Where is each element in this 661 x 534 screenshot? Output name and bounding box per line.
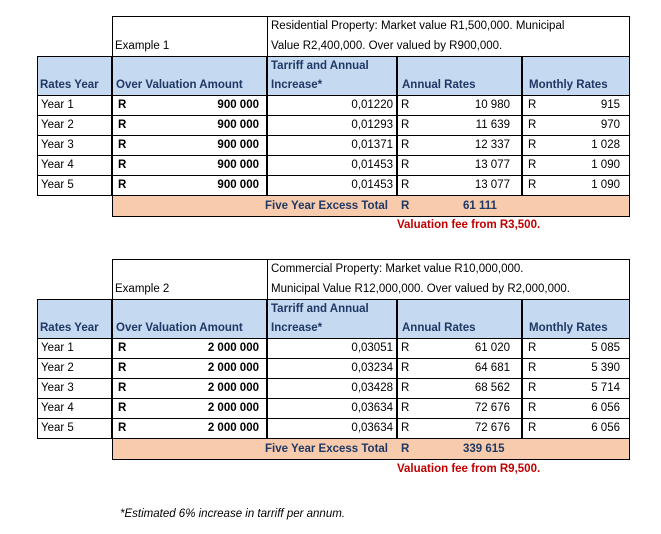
currency-symbol: R (401, 342, 410, 354)
currency-symbol: R (401, 382, 410, 394)
currency-symbol: R (528, 342, 537, 354)
row-over-valuation: 900 000 (217, 159, 259, 171)
header-over-valuation: Over Valuation Amount (116, 322, 243, 334)
row-over-valuation: 900 000 (217, 179, 259, 191)
example-label: Example 2 (115, 283, 170, 295)
row-year: Year 2 (37, 359, 112, 379)
row-annual-rates: 13 077 (474, 179, 510, 191)
row-over-valuation: 2 000 000 (207, 362, 259, 374)
row-annual-rates: 61 020 (474, 342, 510, 354)
row-year: Year 5 (37, 176, 112, 196)
description-line-2: Value R2,400,000. Over valued by R900,000. (267, 36, 630, 56)
total-currency: R (401, 200, 410, 212)
row-annual-rates: 10 980 (474, 99, 510, 111)
row-annual-rates: 11 639 (475, 119, 510, 131)
header-tariff-line2: Increase* (271, 79, 323, 91)
currency-symbol: R (118, 179, 127, 191)
header-rates-year: Rates Year (40, 322, 99, 334)
row-annual-rates: 72 676 (474, 422, 510, 434)
header-rates-year: Rates Year (40, 79, 99, 91)
row-tariff: 0,03234 (267, 359, 397, 379)
header-monthly-rates: Monthly Rates (529, 322, 608, 334)
row-tariff: 0,03428 (267, 379, 397, 399)
row-tariff: 0,01453 (267, 156, 397, 176)
currency-symbol: R (401, 99, 410, 111)
row-annual-rates: 72 676 (474, 402, 510, 414)
currency-symbol: R (118, 362, 127, 374)
currency-symbol: R (118, 139, 127, 151)
currency-symbol: R (401, 119, 410, 131)
currency-symbol: R (118, 382, 127, 394)
currency-symbol: R (528, 179, 537, 191)
currency-symbol: R (528, 422, 537, 434)
currency-symbol: R (401, 139, 410, 151)
row-year: Year 4 (37, 399, 112, 419)
row-over-valuation: 2 000 000 (207, 402, 259, 414)
row-tariff: 0,03051 (267, 339, 397, 359)
currency-symbol: R (118, 99, 127, 111)
row-year: Year 5 (37, 419, 112, 439)
currency-symbol: R (401, 362, 410, 374)
currency-symbol: R (118, 422, 127, 434)
currency-symbol: R (118, 342, 127, 354)
total-label: Five Year Excess Total (265, 200, 388, 212)
row-over-valuation: 900 000 (217, 119, 259, 131)
currency-symbol: R (401, 159, 410, 171)
row-monthly-rates: 970 (600, 119, 620, 131)
header-monthly-rates: Monthly Rates (529, 79, 608, 91)
row-tariff: 0,03634 (267, 419, 397, 439)
header-tariff-line1: Tarriff and Annual (271, 60, 369, 72)
row-monthly-rates: 5 714 (591, 382, 620, 394)
row-year: Year 1 (37, 339, 112, 359)
description-line-1: Residential Property: Market value R1,500,000. Municipal (267, 16, 630, 36)
row-over-valuation: 2 000 000 (207, 382, 259, 394)
row-monthly-rates: 1 090 (591, 179, 620, 191)
row-monthly-rates: 5 390 (591, 362, 620, 374)
row-tariff: 0,01371 (267, 136, 397, 156)
row-year: Year 1 (37, 96, 112, 116)
currency-symbol: R (401, 402, 410, 414)
row-tariff: 0,01293 (267, 116, 397, 136)
row-year: Year 2 (37, 116, 112, 136)
row-monthly-rates: 6 056 (591, 402, 620, 414)
row-year: Year 4 (37, 156, 112, 176)
currency-symbol: R (528, 139, 537, 151)
total-currency: R (401, 443, 410, 455)
currency-symbol: R (528, 99, 537, 111)
row-annual-rates: 13 077 (474, 159, 510, 171)
header-tariff-line2: Increase* (271, 322, 323, 334)
row-tariff: 0,01453 (267, 176, 397, 196)
row-over-valuation: 2 000 000 (207, 342, 259, 354)
currency-symbol: R (528, 362, 537, 374)
valuation-fee-2: Valuation fee from R9,500. (397, 463, 541, 475)
header-annual-rates: Annual Rates (402, 322, 476, 334)
header-annual-rates: Annual Rates (402, 79, 476, 91)
row-monthly-rates: 5 085 (591, 342, 620, 354)
row-annual-rates: 68 562 (474, 382, 510, 394)
total-label: Five Year Excess Total (265, 443, 388, 455)
row-year: Year 3 (37, 136, 112, 156)
currency-symbol: R (118, 159, 127, 171)
currency-symbol: R (528, 119, 537, 131)
description-line-2: Municipal Value R12,000,000. Over valued by R2,000,000. (267, 279, 630, 299)
row-year: Year 3 (37, 379, 112, 399)
currency-symbol: R (401, 422, 410, 434)
row-monthly-rates: 915 (600, 99, 620, 111)
currency-symbol: R (528, 402, 537, 414)
row-monthly-rates: 1 090 (591, 159, 620, 171)
total-value: 61 111 (463, 200, 497, 212)
row-over-valuation: 900 000 (217, 139, 259, 151)
row-monthly-rates: 1 028 (591, 139, 620, 151)
row-monthly-rates: 6 056 (591, 422, 620, 434)
row-annual-rates: 12 337 (474, 139, 510, 151)
currency-symbol: R (528, 382, 537, 394)
currency-symbol: R (118, 402, 127, 414)
row-annual-rates: 64 681 (474, 362, 510, 374)
currency-symbol: R (401, 179, 410, 191)
header-over-valuation: Over Valuation Amount (116, 79, 243, 91)
description-line-1: Commercial Property: Market value R10,000,000. (267, 259, 630, 279)
example-label: Example 1 (115, 40, 170, 52)
currency-symbol: R (118, 119, 127, 131)
row-over-valuation: 2 000 000 (207, 422, 259, 434)
valuation-fee-1: Valuation fee from R3,500. (397, 219, 541, 231)
currency-symbol: R (528, 159, 537, 171)
footnote: *Estimated 6% increase in tarriff per annum. (120, 508, 345, 520)
total-value: 339 615 (463, 443, 505, 455)
row-tariff: 0,03634 (267, 399, 397, 419)
row-tariff: 0,01220 (267, 96, 397, 116)
row-over-valuation: 900 000 (217, 99, 259, 111)
header-tariff-line1: Tarriff and Annual (271, 303, 369, 315)
